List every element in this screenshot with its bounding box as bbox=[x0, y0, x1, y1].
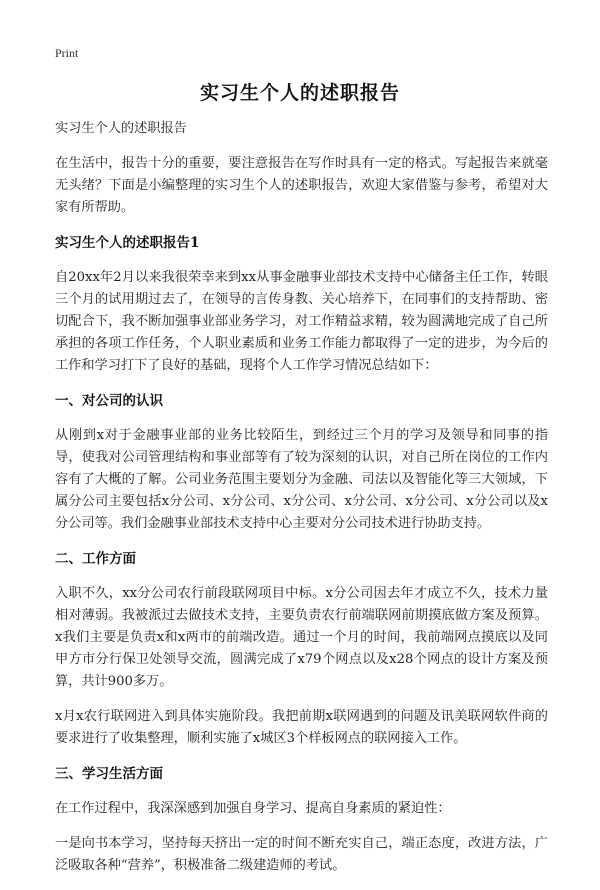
paragraph-study-2: 一是向书本学习，坚持每天挤出一定的时间不断充实自己，端正态度，改进方法，广泛吸取各种“营养”，积极准备二级建造师的考试。 bbox=[55, 836, 548, 873]
document-body bbox=[55, 118, 548, 890]
page-title: 实习生个人的述职报告 bbox=[199, 82, 400, 104]
heading-work: 二、工作方面 bbox=[55, 551, 136, 567]
print-link[interactable]: Print bbox=[55, 46, 79, 60]
heading-company: 一、对公司的认识 bbox=[55, 393, 163, 409]
intro-paragraph: 在生活中，报告十分的重要，要注意报告在写作时具有一定的格式。写起报告来就毫无头绪？下面是小编整理的实习生个人的述职报告，欢迎大家借鉴与参考，希望对大家有所帮助。 bbox=[55, 156, 548, 215]
heading-study: 三、学习生活方面 bbox=[55, 766, 163, 782]
paragraph-company: 从刚到x对于金融事业部的业务比较陌生，到经过三个月的学习及领导和同事的指导，使我对公司管理结构和事业部等有了较为深刻的认识，对自己所在岗位的工作内容有了大概的了解。公司业务范围主要划分为金融、司法以及智能化等三大领域，下属分公司主要包括x分公司、x分公司、x分公司、x分公司、x分公司、x分公司以及x分公司等。我们金融事业部技术支持中心主要对分公司技术进行协助支持。 bbox=[55, 428, 548, 531]
paragraph-study-1: 在工作过程中，我深深感到加强自身学习、提高自身素质的紧迫性： bbox=[55, 801, 451, 816]
paragraph-opening: 自20xx年2月以来我很荣幸来到xx从事金融事业部技术支持中心储备主任工作，转眼三个月的试用期过去了，在领导的言传身教、关心培养下，在同事们的支持帮助、密切配合下，我不断加强事业部业务学习，对工作精益求精，较为圆满地完成了自己所承担的各项工作任务，个人职业素质和业务工作能力都取得了一定的进步，为今后的工作和学习打下了良好的基础，现将个人工作学习情况总结如下： bbox=[55, 270, 548, 373]
paragraph-work-2: x月x农行联网进入到具体实施阶段。我把前期x联网遇到的问题及讯美联网软件商的要求进行了收集整理，顺利实施了x城区3个样板网点的联网接入工作。 bbox=[55, 709, 548, 746]
section-heading-report-1: 实习生个人的述职报告1 bbox=[55, 235, 200, 251]
document-subtitle: 实习生个人的述职报告 bbox=[55, 121, 187, 136]
paragraph-work-1: 入职不久，xx分公司农行前段联网项目中标。x分公司因去年才成立不久，技术力量相对薄弱。我被派过去做技术支持，主要负责农行前端联网前期摸底做方案及预算。x我们主要是负责x和x两市的前端改造。通过一个月的时间，我前端网点摸底以及同甲方市分行保卫处领导交流，圆满完成了x79个网点以及x28个网点的设计方案及预算，共计900多万。 bbox=[55, 586, 548, 689]
